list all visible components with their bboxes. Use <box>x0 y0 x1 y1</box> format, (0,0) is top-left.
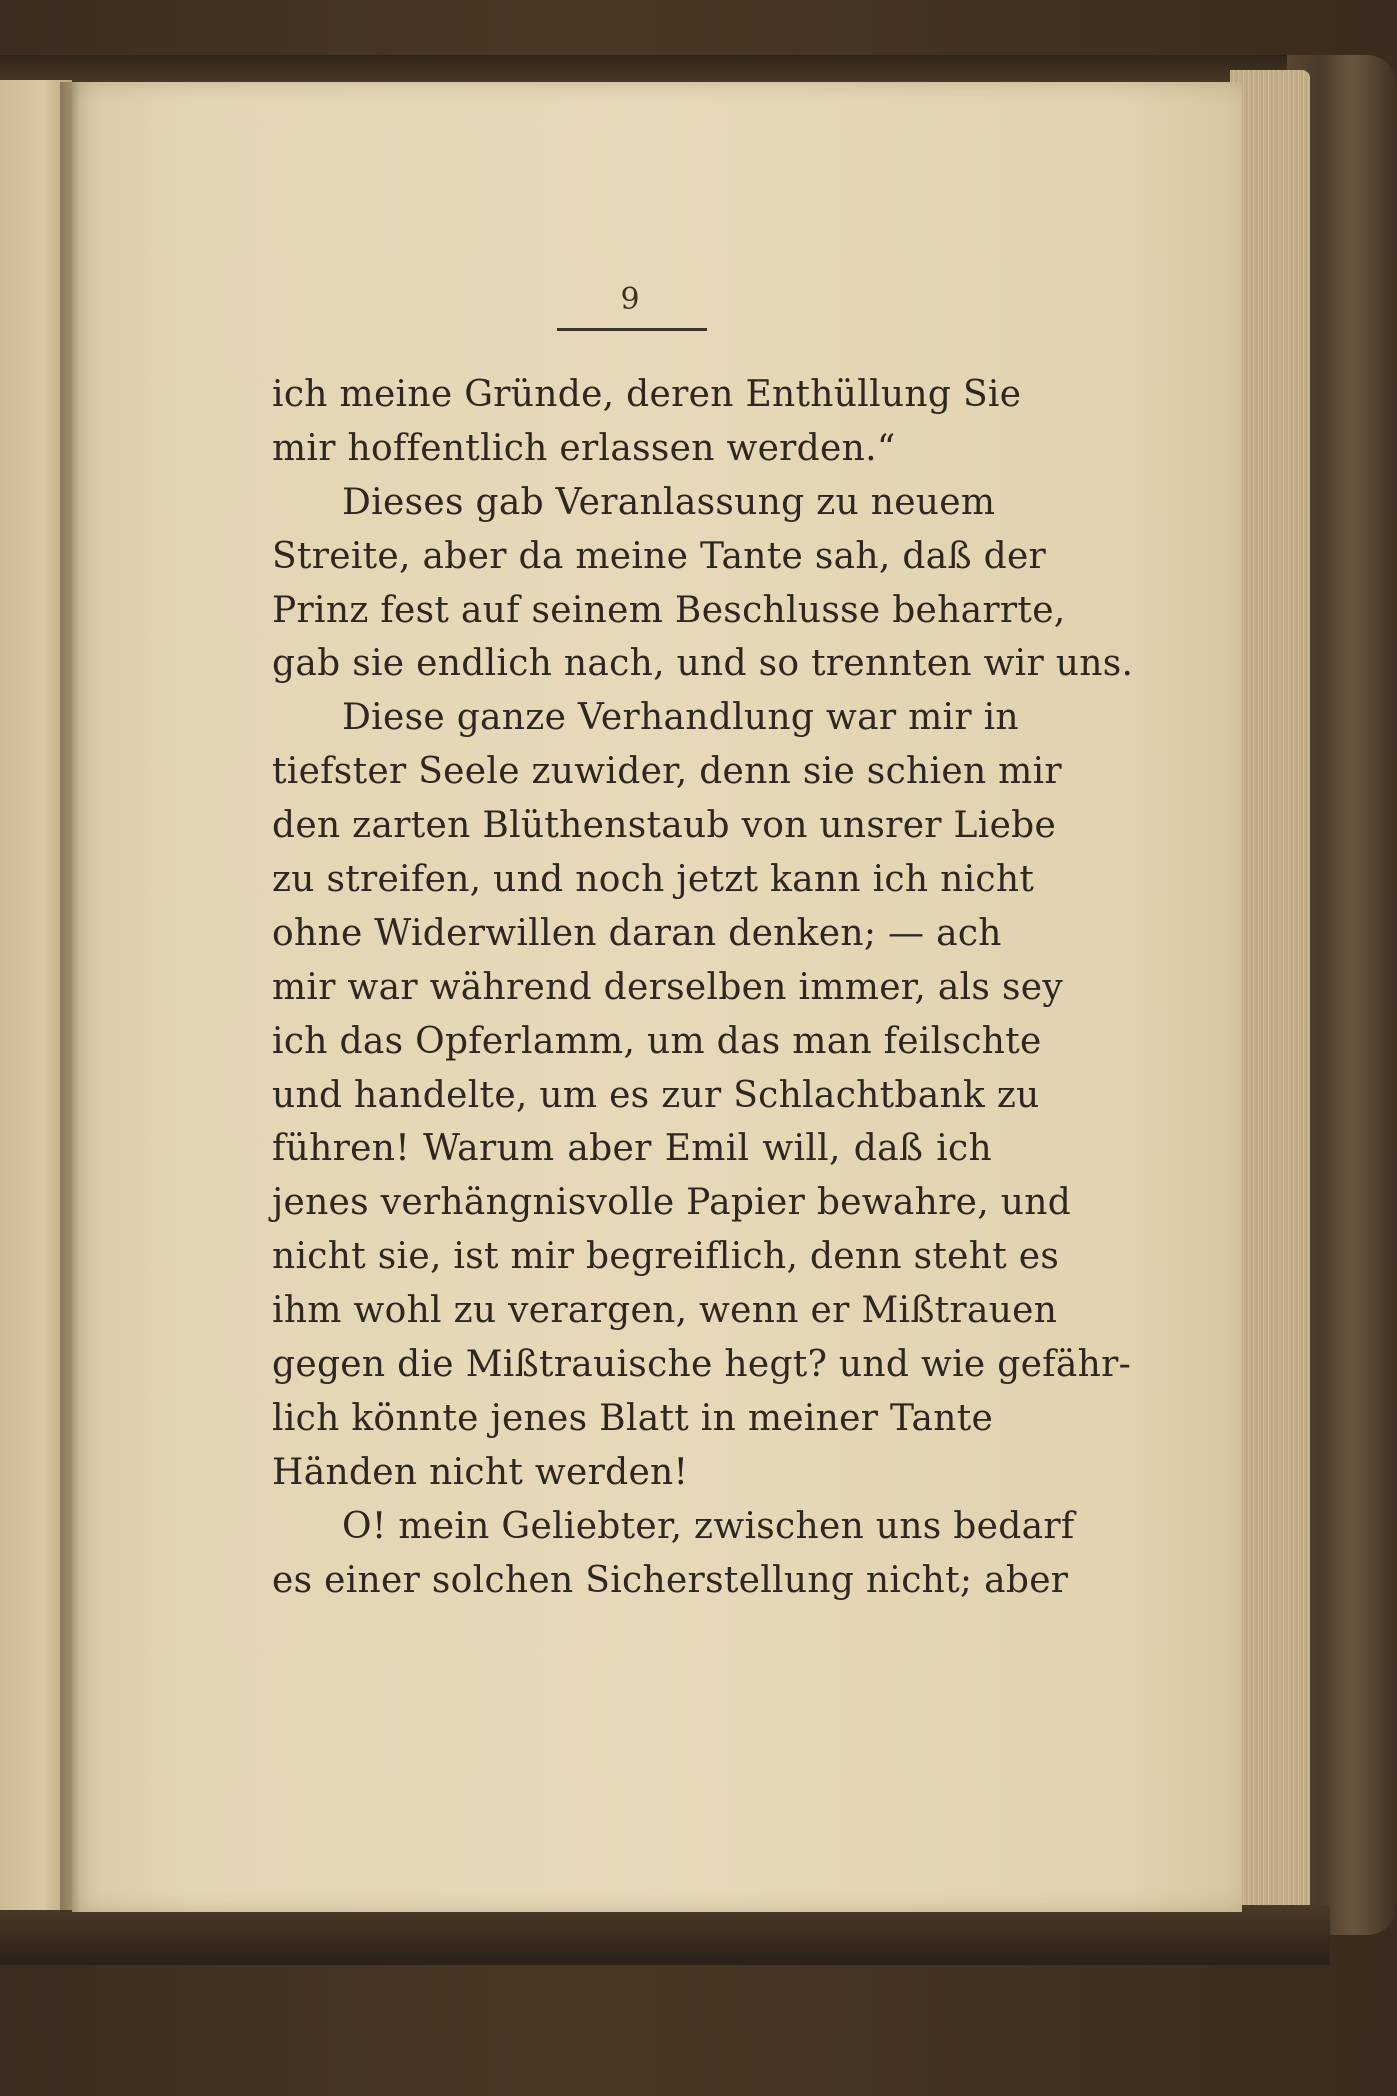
text-line: Diese ganze Verhandlung war mir in <box>342 697 1019 739</box>
text-line: ich meine Gründe, deren Enthüllung Sie <box>272 374 1022 415</box>
text-line: es einer solchen Sicherstellung nicht; aber <box>272 1559 1069 1601</box>
page-gutter-shadow <box>60 82 80 1912</box>
page-number: 9 <box>620 282 640 317</box>
text-line: gab sie endlich nach, und so trennten wir uns. <box>272 643 1134 685</box>
text-line: gegen die Mißtrauische hegt? und wie gefähr- <box>272 1344 1132 1386</box>
page-block-edge <box>1230 70 1310 1930</box>
text-line: Dieses gab Veranlassung zu neuem <box>342 481 996 523</box>
body-text <box>272 368 1134 1607</box>
text-line: und handelte, um es zur Schlachtbank zu <box>272 1074 1040 1116</box>
text-line: mir war während derselben immer, als sey <box>272 966 1063 1008</box>
text-line: mir hoffentlich erlassen werden.“ <box>272 427 896 469</box>
book-cover-top-edge <box>0 55 1310 85</box>
text-line: tiefster Seele zuwider, denn sie schien mir <box>272 751 1062 793</box>
text-line: den zarten Blüthenstaub von unsrer Liebe <box>272 805 1057 847</box>
text-line: O! mein Geliebter, zwischen uns bedarf <box>342 1505 1075 1547</box>
header-rule <box>557 328 707 331</box>
book-cover-bottom-edge <box>0 1905 1330 1965</box>
text-line: ihm wohl zu verargen, wenn er Mißtrauen <box>272 1290 1058 1332</box>
text-line: lich könnte jenes Blatt in meiner Tante <box>272 1397 994 1439</box>
text-line: nicht sie, ist mir begreiflich, denn steht es <box>272 1236 1060 1278</box>
text-line: jenes verhängnisvolle Papier bewahre, und <box>272 1182 1072 1224</box>
text-line: führen! Warum aber Emil will, daß ich <box>272 1128 992 1170</box>
text-line: Händen nicht werden! <box>272 1451 689 1493</box>
text-line: ohne Widerwillen daran denken; — ach <box>272 912 1002 954</box>
text-line: zu streifen, und noch jetzt kann ich nicht <box>272 859 1035 901</box>
text-line: ich das Opferlamm, um das man feilschte <box>272 1020 1042 1062</box>
text-line: Streite, aber da meine Tante sah, daß der <box>272 535 1047 577</box>
text-line: Prinz fest auf seinem Beschlusse beharrte, <box>272 589 1066 631</box>
